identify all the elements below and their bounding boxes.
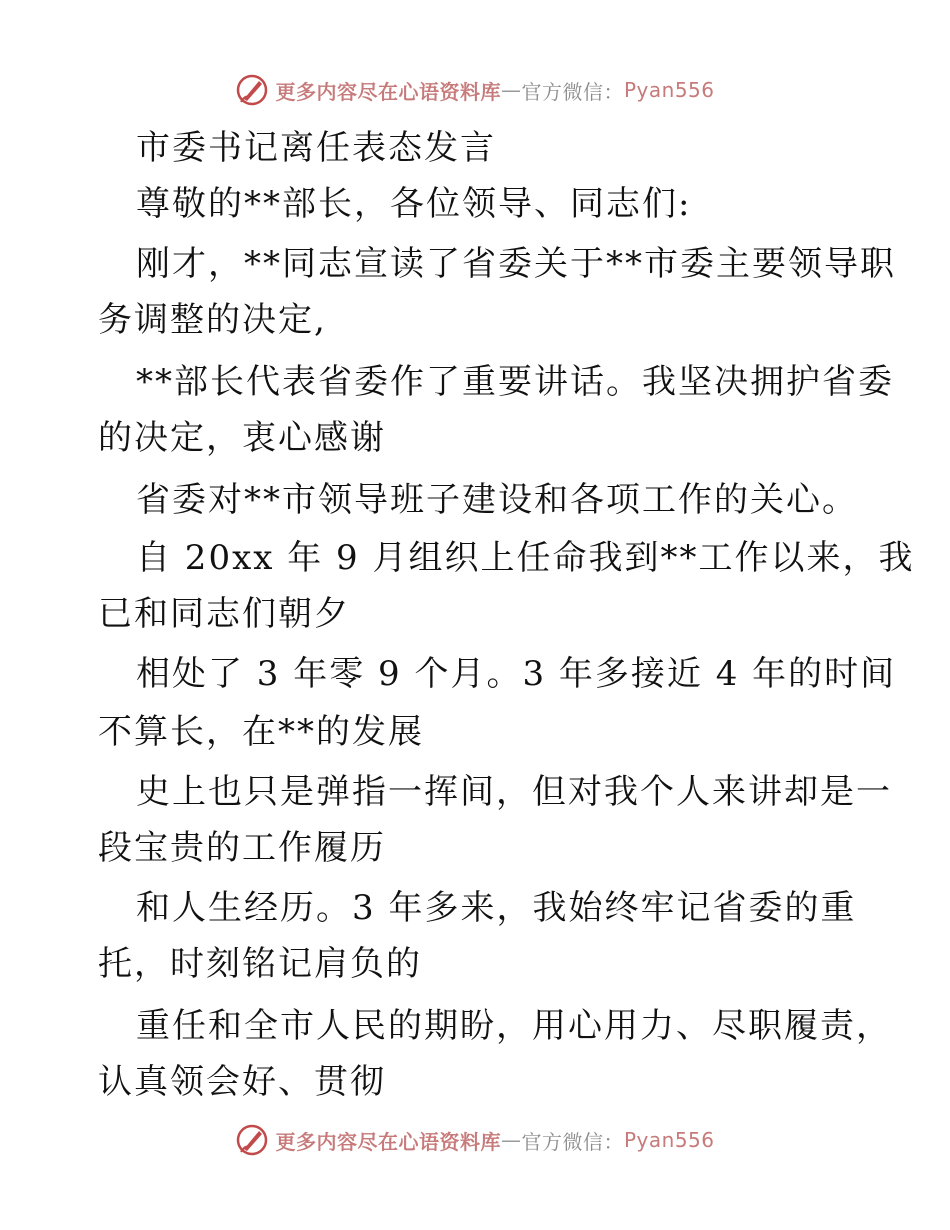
header-wechat-label: 官方微信：	[521, 79, 624, 104]
text-line: 省委对**市领导班子建设和各项工作的关心。	[136, 480, 858, 520]
text-line: 不算长，在**的发展	[98, 712, 424, 752]
text-line: 重任和全市人民的期盼，用心用力、尽职履责，	[136, 1006, 892, 1046]
text-line: 已和同志们朝夕	[98, 594, 350, 634]
text-line: 托，时刻铭记肩负的	[98, 944, 422, 984]
document-title: 市委书记离任表态发言	[136, 128, 496, 168]
text-line: 的决定，衷心感谢	[98, 418, 386, 458]
text-line: **部长代表省委作了重要讲话。我坚决拥护省委	[136, 362, 894, 402]
footer-wechat-id: Pyan556	[623, 1128, 715, 1152]
footer-wechat-label: 官方微信：	[521, 1129, 624, 1154]
text-line: 段宝贵的工作履历	[98, 828, 386, 868]
text-line: 务调整的决定,	[98, 300, 327, 340]
footer-slogan: 更多内容尽在心语资料库	[275, 1129, 501, 1154]
footer-dash: —	[500, 1128, 522, 1152]
header-slogan: 更多内容尽在心语资料库	[275, 79, 501, 104]
text-line: 认真领会好、贯彻	[98, 1062, 386, 1102]
header-banner	[0, 70, 950, 110]
text-line: 尊敬的**部长，各位领导、同志们:	[136, 184, 692, 224]
quill-logo-icon	[235, 73, 269, 107]
text-line: 自 20xx 年 9 月组织上任命我到**工作以来，我	[136, 538, 915, 578]
header-dash: —	[500, 78, 522, 102]
footer-banner	[0, 1120, 950, 1160]
quill-logo-icon	[235, 1123, 269, 1157]
text-line: 刚才，**同志宣读了省委关于**市委主要领导职	[136, 244, 896, 284]
text-line: 史上也只是弹指一挥间，但对我个人来讲却是一	[136, 772, 892, 812]
text-line: 和人生经历。3 年多来，我始终牢记省委的重	[136, 888, 857, 928]
header-wechat-id: Pyan556	[623, 78, 715, 102]
text-line: 相处了 3 年零 9 个月。3 年多接近 4 年的时间	[136, 654, 897, 694]
